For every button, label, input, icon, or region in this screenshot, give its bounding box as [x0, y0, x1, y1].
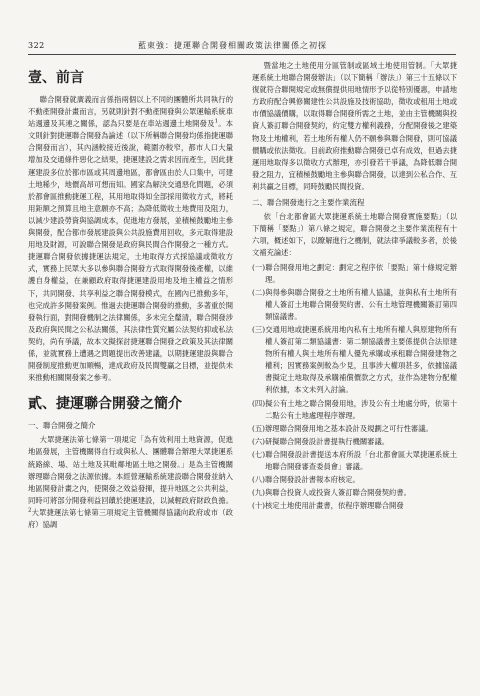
list-item: (五)辦理聯合開發用地之基本設計及規劃之可行性審議。 — [252, 423, 433, 433]
overview-paragraph — [28, 434, 233, 531]
sub-heading-process: 二、聯合開發進行之主要作業流程 — [252, 198, 365, 208]
intro-text-part2: 。本文則針對捷運聯合開發為論述（以下所稱聯合開發均係指捷運聯合開發而言），其內涵較接近後說，範圍亦較窄，都市人口大量增加及交通條件惡化之結果，捷運建設之需求因而產生，因此捷運建設多位於都市區或其周邊地區，都會區由於人口集中，可建土地稀少，地價高昂可想而知。國家為解決交通惡化問題，必須於都會區推動捷運工程，其用地取得如全部採用徵收方式，將耗用鉅額之預算且地主意願亦不高；為降低徵收土地費用及阻力，以減少建設勞資與協調成本，促進地方發展，並積極鼓勵地主參與開發，配合都市發展建設與公共設施費用回收，多元取得建設用地及財源，可說聯合開發是政府與民間合作開發之一種方式。捷運聯合開發依據捷運法規定，土地取得方式採協議或徵收方式，實務上民眾大多以參與聯合開發方式取得開發後產權，以維護自身權益，在兼顧政府取得捷運建設用地及地主權益之情形下，共同開發、共享利益之聯合開發模式，在國內已推動多年，也完成許多開發案例。惟過去捷運聯合開發的推動，多著重於開發執行面，對開發機制之法律關係，多未完全釐清，聯合開發涉及政府與民間之公私法關係，其法律性質究屬公法契約抑或私法契約，尚有爭議，故本文擬探討捷運聯合開發之政策及其法律關係，並就實務上遭遇之問題提出改善建議，以期捷運建設與聯合開發制度推動更加順暢，達成政府及民間雙贏之目標，並提供未來推動相關開發案之參考。 — [28, 119, 234, 383]
running-title: 藍東強：捷運聯合開發相關政策法律關係之初探 — [138, 41, 327, 50]
process-list — [252, 262, 457, 513]
list-item: (九)與聯合投資人或投資人簽訂聯合開發契約書。 — [252, 488, 411, 498]
list-item: (四)擬公有土地之聯合開發用地，涉及公有土地處分時，依第十二點公有土地處理程序辦理。 — [252, 398, 457, 420]
overview-text-part1: 大眾捷運法第七條第一項規定「為有效利用土地資源，促進地區發展，主管機關得自行或與私人、團體聯合辦理大眾捷運系統路線、場、站土地及其毗鄰地區土地之開發。」是為主管機關辦理聯合開發之法源依據。本經營運輸系統建設聯合開發並納入地區開發計畫之內，使開發之效益發揮，提升地區之公共利益，同時可將部分開發利益回饋於捷運建設，以減輕政府財政負擔。 — [28, 435, 233, 505]
footnote-marker-2: 2 — [28, 507, 32, 514]
intro-paragraph — [28, 94, 233, 384]
list-item: (六)研擬聯合開發設計書提執行機關審議。 — [252, 436, 390, 446]
overview-text-part2: 大眾捷運法第七條第三項規定主管機關得協議向政府或市（政府）協調 — [28, 507, 233, 529]
sub-heading-joint-development: 一、聯合開發之簡介 — [28, 421, 96, 431]
list-item: (八)聯合開發設計書報本府核定。 — [252, 475, 360, 485]
process-intro-paragraph: 依「台北都會區大眾捷運系統土地聯合開發實施要點」（以下簡稱「要點」）第八條之規定，聯合開發之主要作業流程有十六項，概述如下，以瞭解進行之機制，就法律爭議較多者，於後文補充論述： — [252, 212, 457, 258]
footnote-marker-1: 1 — [214, 118, 219, 125]
page-header — [28, 40, 456, 55]
list-item: (一)聯合開發用地之劃定：劃定之程序依「要點」第十條規定辦理。 — [252, 262, 457, 284]
section-heading-overview: 貳、捷運聯合開發之簡介 — [28, 396, 182, 413]
list-item: (七)聯合開發設計書提送本府所設「台北都會區大眾捷運系統土地聯合開發審查委員會」審議。 — [252, 449, 457, 471]
left-column — [28, 60, 233, 533]
list-item: (十)核定土地使用計畫書，依程序辦理聯合開發 — [252, 501, 404, 511]
section-heading-intro: 壹、前言 — [28, 70, 84, 86]
page-number: 322 — [28, 41, 45, 50]
list-item: (三)交通用地或捷運系統用地內私有土地所有權人與原建物所有權人簽訂第二類協議書：第二類協議書主要係提供合法原建物所有權人與土地所有權人優先承購或承租聯合開發建物之權利；因實務案例較為少見，且事涉大權項甚多，依據協議書擬定土地取得及承購補償價款之方式，並作為建物分配權利依據，本文未列入討論。 — [252, 324, 457, 395]
right-column — [252, 60, 457, 513]
list-item: (二)與得參與聯合開發之土地所有權人協議，並與私有土地所有權人簽訂土地聯合開發契約書、公有土地管理機關簽訂第四類協議書。 — [252, 287, 457, 321]
right-top-paragraph: 暨當地之土地使用分區管制或區域土地使用管制。「大眾捷運系統土地聯合開發辦法」（以下簡稱「辦法」）第三十五條以下復就符合聯開規定或無償提供用地情形予以從特別優惠，申請地方政府配合興修關建性公共設施及技術協助，徵收或租用土地或市價協議價購，以取得聯合開發所需之土地，並由主管機關與投資人簽訂聯合開發契約，約定雙方權利義務，分配開發後之建築物及土地權利，若土地所有權人仍不願參與聯合開發，則可協議價購或依法徵收。目前政府推動聯合開發已卓有成效，但過去捷運用地取得多以徵收方式辦理，亦引發若干爭議，為降低聯合開發之阻力，宜積極鼓勵地主參與聯合開發，以達到公私合作、互利共贏之目標，同時鼓勵民間投資。 — [252, 61, 457, 191]
intro-text-part1: 聯合開發就廣義而言係指兩個以上不同的團體所共同執行的不動產開發計畫而言，另就則針對不動產開發與公眾運輸系統車站週邊及其連之關係，認為只要是在車站週邊土地開發及 — [28, 95, 233, 129]
